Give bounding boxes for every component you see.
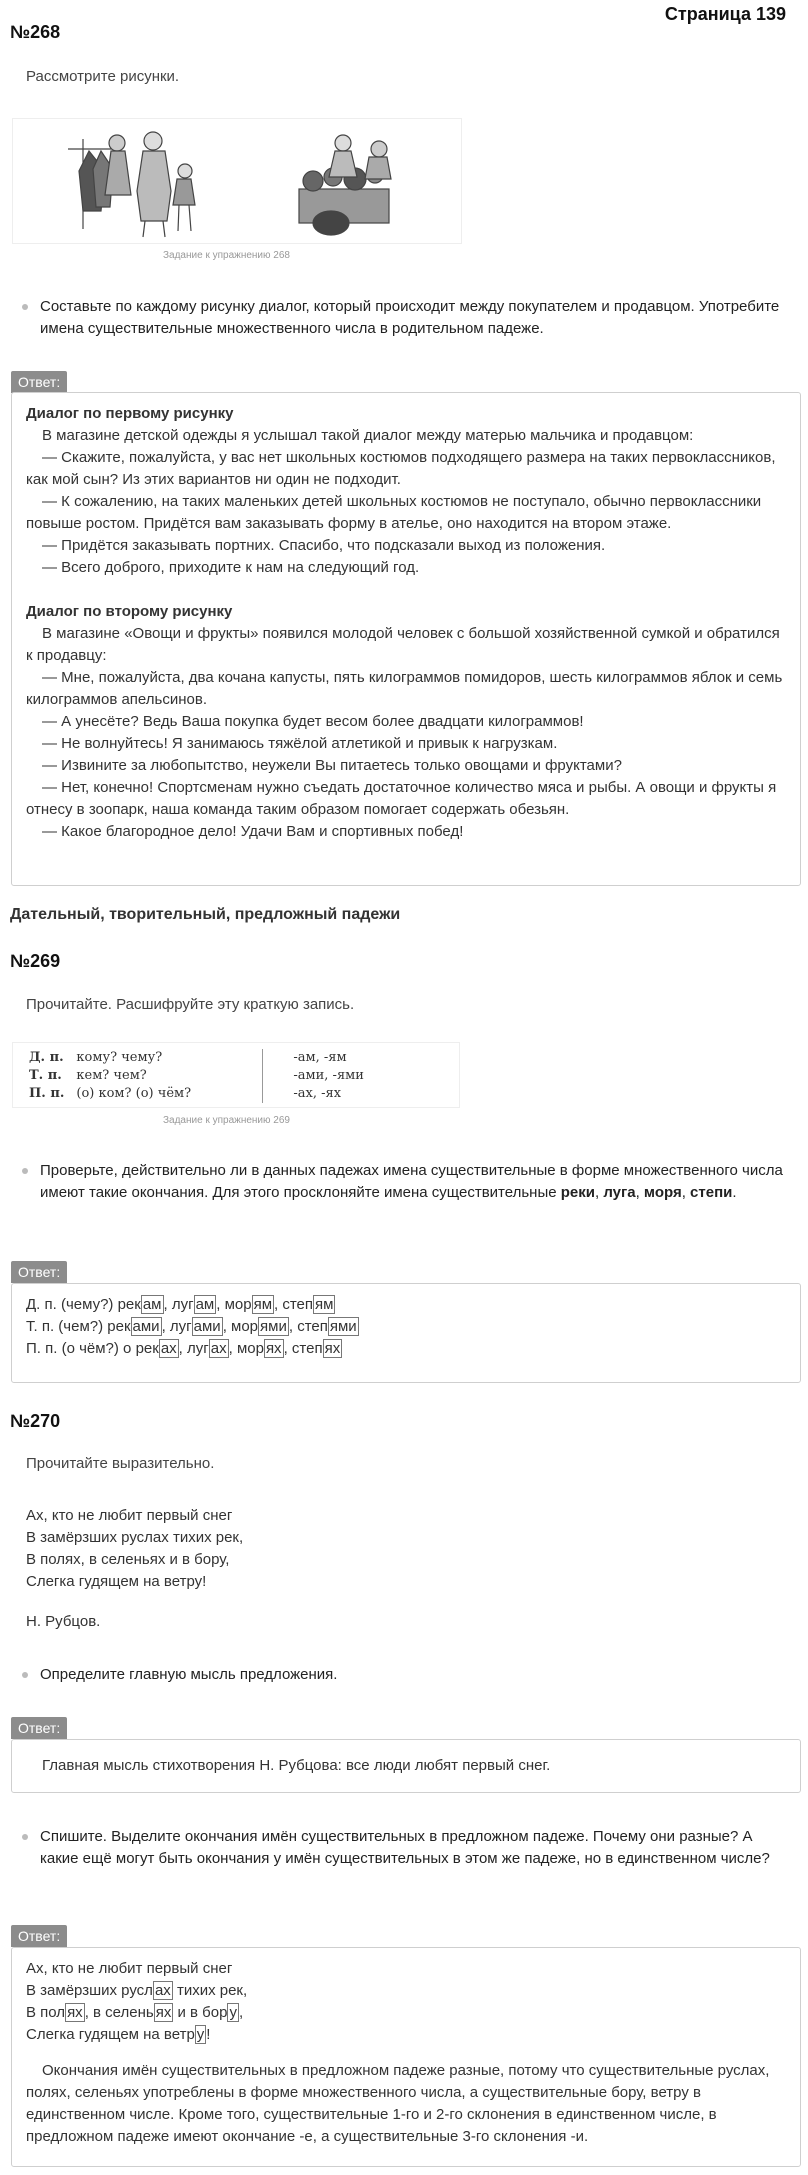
answer-label: Ответ: — [11, 1717, 67, 1739]
figure-caption-269: Задание к упражнению 269 — [163, 1115, 290, 1126]
dialog-1-line: — Скажите, пожалуйста, у вас нет школьных костюмов подходящего размера на таких первоклассников, как мой сын? Из этих вариантов ни один не подходит. — [26, 449, 776, 488]
poem-line: В замёрзших руслах тихих рек, — [26, 1529, 244, 1546]
dialog-2-line: В магазине «Овощи и фрукты» появился молодой человек с большой хозяйственной сумкой и обратился к продавцу: — [26, 625, 780, 664]
exercise-270-task-2: Спишите. Выделите окончания имён существительных в предложном падеже. Почему они разные? А какие ещё могут быть окончания у имён существительных в этом же падеже, но в единственном числе? — [22, 1826, 792, 1870]
page-number: Страница 139 — [664, 4, 786, 24]
answer-label: Ответ: — [11, 371, 67, 393]
exercise-269-title: №269 — [10, 951, 61, 971]
exercise-268-task: Составьте по каждому рисунку диалог, который происходит между покупателем и продавцом. Употребите имена существительные множественного числа в родительном падеже. — [22, 296, 792, 340]
exercise-270-task-1: Определите главную мысль предложения. — [22, 1664, 792, 1686]
exercise-270-title: №270 — [10, 1411, 61, 1431]
dialog-2-line: — Мне, пожалуйста, два кочана капусты, пять килограммов помидоров, шесть килограммов яблок и семь килограммов апельсинов. — [26, 669, 783, 708]
poem — [26, 1505, 808, 1633]
case-endings-table — [23, 1049, 370, 1103]
poem-line: В пол ях , в селень ях и в бор у , — [26, 2004, 244, 2021]
dialog-2-line: — Нет, конечно! Спортсменам нужно съедать достаточное количество мяса и рыбы. А овощи и фрукты я отнесу в зоопарк, наша команда таким образом помогает содержать обезьян. — [26, 779, 777, 818]
poem-line: Слегка гудящем на ветру! — [26, 1573, 207, 1590]
poem-author: Н. Рубцов. — [26, 1613, 101, 1630]
exercise-270-answer-2 — [11, 1947, 801, 2167]
declension-line-prepositional: П. п. (о чём?) о рек ах , луг ах , мор ях , степ ях — [26, 1340, 341, 1357]
table-row: П. п. (о) ком? (о) чём? -ах, -ях — [23, 1085, 370, 1103]
shop-scene-drawing — [13, 119, 461, 243]
dialog-2-line: — Какое благородное дело! Удачи Вам и спортивных побед! — [42, 823, 464, 840]
exercise-268-title: №268 — [10, 22, 61, 42]
exercise-270-instruction: Прочитайте выразительно. — [26, 1455, 215, 1472]
poem-line: В замёрзших русл ах тихих рек, — [26, 1982, 248, 1999]
answer-explanation: Окончания имён существительных в предложном падеже разные, потому что существительные руслах, полях, селеньях употреблены в форме множественного числа, а существительные бору, ветру в единственном числе. Кроме того, существительные 1-го и 2-го склонения в единственном числе, в предложном падеже имеют окончание -е, а существительные 3-го склонения -и. — [26, 2062, 770, 2145]
dialog-1-heading: Диалог по первому рисунку — [26, 405, 234, 422]
exercise-269-case-table — [12, 1042, 460, 1108]
exercise-270-answer-1: Главная мысль стихотворения Н. Рубцова: все люди любят первый снег. — [11, 1739, 801, 1793]
dialog-1-line: — К сожалению, на таких маленьких детей школьных костюмов не поступало, обычно первоклассники повыше ростом. Придётся вам заказывать форму в ателье, оно находится на втором этаже. — [26, 493, 762, 532]
dialog-2-line: — Извините за любопытство, неужели Вы питаетесь только овощами и фруктами? — [42, 757, 622, 774]
figure-caption-268: Задание к упражнению 268 — [163, 250, 290, 261]
exercise-268-answer — [11, 392, 801, 886]
poem-line: В полях, в селеньях и в бору, — [26, 1551, 230, 1568]
dialog-1-line: — Придётся заказывать портних. Спасибо, что подсказали выход из положения. — [42, 537, 606, 554]
dialog-2-heading: Диалог по второму рисунку — [26, 603, 233, 620]
poem-line: Ах, кто не любит первый снег — [26, 1960, 233, 1977]
dialog-2-line: — Не волнуйтесь! Я занимаюсь тяжёлой атлетикой и привык к нагрузкам. — [42, 735, 558, 752]
declension-line-dative: Д. п. (чему?) рек ам , луг ам , мор ям , степ ям — [26, 1296, 334, 1313]
poem-line: Ах, кто не любит первый снег — [26, 1507, 233, 1524]
section-heading: Дательный, творительный, предложный падежи — [10, 906, 401, 923]
poem-line: Слегка гудящем на ветр у ! — [26, 2026, 211, 2043]
poem-with-endings — [26, 1958, 786, 2046]
dialog-1-line: — Всего доброго, приходите к нам на следующий год. — [42, 559, 420, 576]
answer-label: Ответ: — [11, 1261, 67, 1283]
exercise-269-instruction: Прочитайте. Расшифруйте эту краткую запись. — [26, 996, 355, 1013]
table-row: Т. п. кем? чем? -ами, -ями — [23, 1067, 370, 1085]
exercise-268-instruction: Рассмотрите рисунки. — [26, 68, 180, 85]
exercise-269-answer — [11, 1283, 801, 1383]
answer-label: Ответ: — [11, 1925, 67, 1947]
exercise-269-task: Проверьте, действительно ли в данных падежах имена существительные в форме множественного числа имеют такие окончания. Для этого просклоняйте имена существительные реки, луга, моря, степи. — [22, 1160, 792, 1204]
exercise-268-illustration — [12, 118, 462, 244]
dialog-1-line: В магазине детской одежды я услышал такой диалог между матерью мальчика и продавцом: — [42, 427, 694, 444]
table-row: Д. п. кому? чему? -ам, -ям — [23, 1049, 370, 1067]
dialog-2-line: — А унесёте? Ведь Ваша покупка будет весом более двадцати килограммов! — [42, 713, 584, 730]
declension-line-instrumental: Т. п. (чем?) рек ами , луг ами , мор ями , степ ями — [26, 1318, 357, 1335]
